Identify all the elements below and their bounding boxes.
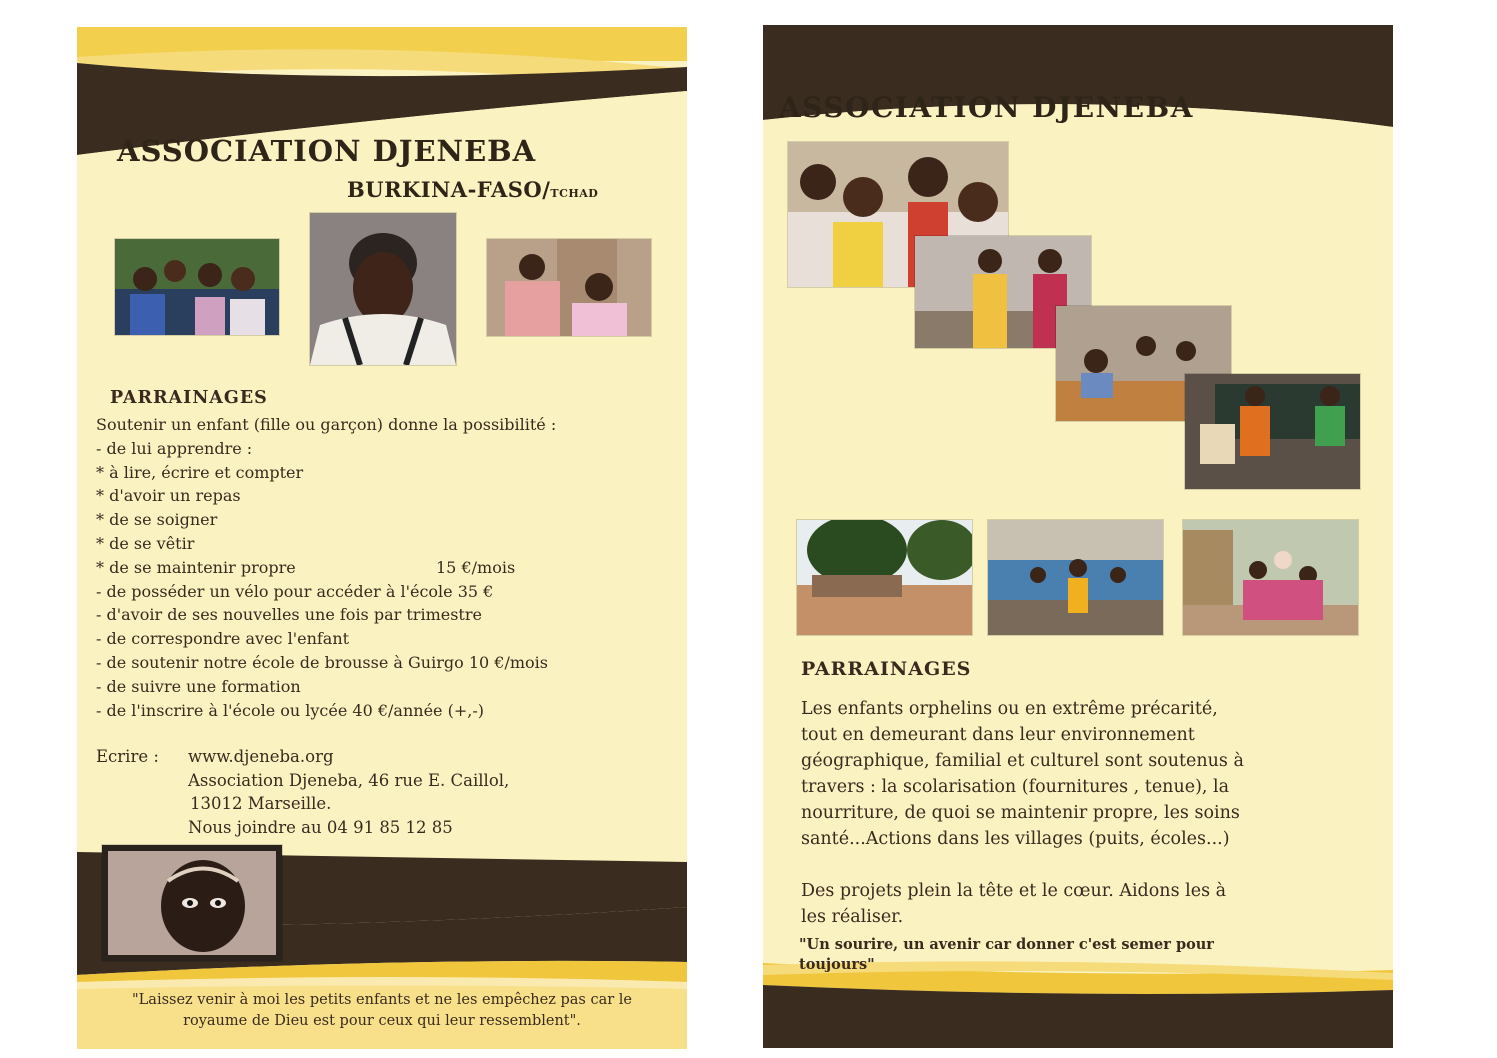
list-item: * de se vêtir (96, 533, 195, 553)
right-flyer (763, 25, 1393, 1048)
class-gathering-photo (988, 520, 1163, 635)
list-item: * d'avoir un repas (96, 486, 241, 506)
projects-text (801, 878, 1376, 930)
list-item: * à lire, écrire et compter (96, 462, 304, 482)
group-children-photo (115, 239, 279, 335)
list-item: - de suivre une formation (96, 676, 301, 696)
left-flyer (77, 27, 687, 1049)
girl-portrait-photo (310, 213, 456, 365)
right-title: ASSOCIATION DJENEBA (779, 91, 1194, 124)
village-group-photo (1183, 520, 1358, 635)
propre-price: 15 €/mois (436, 557, 516, 577)
description-line: nourriture, de quoi se maintenir propre, les soins (801, 803, 1240, 823)
contact-label: Ecrire : (96, 747, 159, 766)
description-line: Les enfants orphelins ou en extrême précarité, (801, 699, 1218, 719)
website-link[interactable]: www.djeneba.org (188, 747, 334, 766)
contact-address: Association Djeneba, 46 rue E. Caillol, (188, 770, 510, 790)
left-title: ASSOCIATION DJENEBA (117, 134, 537, 168)
left-parrainages-heading: PARRAINAGES (110, 388, 268, 408)
bible-quote-line2: royaume de Dieu est pour ceux qui leur ressemblent". (183, 1013, 581, 1029)
subtitle-country: BURKINA-FASO/ (347, 177, 551, 202)
list-item: - de correspondre avec l'enfant (96, 629, 350, 649)
parrainages-list (96, 413, 676, 722)
description-line: géographique, familial et culturel sont soutenus à (801, 751, 1244, 771)
list-item: - de posséder un vélo pour accéder à l'école 35 € (96, 581, 494, 601)
right-description (801, 696, 1376, 852)
slogan-line2: toujours" (799, 956, 875, 973)
village-school-photo (797, 520, 972, 635)
contact-phone: Nous joindre au 04 91 85 12 85 (188, 817, 453, 837)
projects-line2: les réaliser. (801, 907, 904, 927)
child-portrait-photo (102, 845, 282, 961)
propre-label: * de se maintenir propre (96, 557, 296, 577)
contact-city: 13012 Marseille. (190, 794, 332, 813)
blackboard-photo (1185, 374, 1360, 489)
list-item: * de se soigner (96, 510, 218, 530)
list-item: - de l'inscrire à l'école ou lycée 40 €/année (+,-) (96, 700, 484, 720)
description-line: santé...Actions dans les villages (puits, écoles...) (801, 829, 1230, 849)
two-girls-photo (487, 239, 651, 336)
slogan-line1: "Un sourire, un avenir car donner c'est semer pour (799, 936, 1214, 953)
description-line: tout en demeurant dans leur environnement (801, 725, 1195, 745)
parrainages-intro: Soutenir un enfant (fille ou garçon) donne la possibilité : (96, 415, 557, 434)
list-item: - de soutenir notre école de brousse à Guirgo 10 €/mois (96, 652, 548, 672)
bible-quote (77, 990, 687, 1032)
right-parrainages-heading: PARRAINAGES (801, 658, 972, 680)
projects-line1: Des projets plein la tête et le cœur. Aidons les à (801, 881, 1227, 901)
list-item: - de lui apprendre : (96, 438, 253, 458)
slogan (799, 935, 1379, 975)
bible-quote-line1: "Laissez venir à moi les petits enfants et ne les empêchez pas car le (132, 992, 632, 1008)
subtitle-country-small: TCHAD (550, 187, 599, 200)
list-item: - d'avoir de ses nouvelles une fois par trimestre (96, 605, 482, 625)
left-subtitle (347, 177, 598, 202)
list-item-propre (96, 556, 676, 580)
description-line: travers : la scolarisation (fournitures , tenue), la (801, 777, 1230, 797)
contact-block (96, 745, 676, 839)
